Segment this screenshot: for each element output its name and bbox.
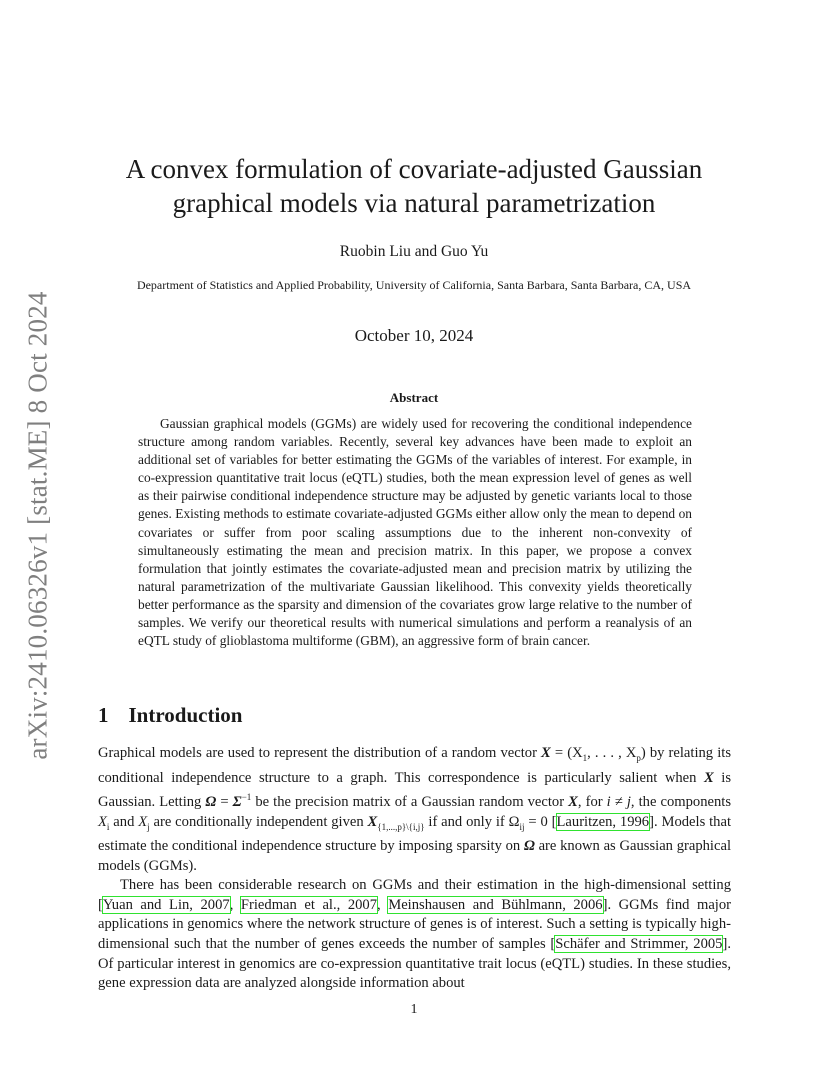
citation-link[interactable]: Meinshausen and Bühlmann, 2006 bbox=[388, 896, 603, 913]
paper-title: A convex formulation of covariate-adjusted Gaussian graphical models via natural parametrization bbox=[125, 154, 703, 218]
citation-link[interactable]: Lauritzen, 1996 bbox=[556, 813, 650, 830]
arxiv-identifier: arXiv:2410.06326v1 [stat.ME] 8 Oct 2024 bbox=[22, 290, 53, 760]
section-title: Introduction bbox=[128, 703, 243, 727]
page-number: 1 bbox=[410, 1002, 418, 1017]
paragraph: There has been considerable research on GGMs and their estimation in the high-dimensional setting [Yuan and Lin, 2007, Friedman et al., 2007, Meinshausen and Bühlmann, 2006]. GGMs find major applications in genomics where the network structure of genes is of interest. Such a setting is typically high-dimensional such that the number of genes exceeds the number of samples [Schäfer and Strimmer, 2005]. Of particular interest in genomics are co-expression quantitative trait locus (eQTL) studies. In these studies, gene expression data are analyzed alongside information about bbox=[98, 877, 732, 992]
section-number: 1 bbox=[98, 703, 109, 727]
abstract-heading: Abstract bbox=[389, 390, 439, 405]
section-heading bbox=[98, 703, 242, 728]
date: October 10, 2024 bbox=[354, 326, 474, 345]
introduction-body bbox=[98, 744, 731, 994]
arxiv-stamp bbox=[13, 290, 63, 760]
citation-link[interactable]: Friedman et al., 2007 bbox=[240, 896, 378, 913]
authors: Ruobin Liu and Guo Yu bbox=[339, 243, 489, 260]
affiliation: Department of Statistics and Applied Probability, University of California, Santa Barbara, Santa Barbara, CA, USA bbox=[136, 278, 692, 292]
citation-link[interactable]: Yuan and Lin, 2007 bbox=[102, 896, 230, 913]
abstract-text: Gaussian graphical models (GGMs) are widely used for recovering the conditional independence structure among random variables. Recently, several key advances have been made to exploit an additional set of variables for better estimating the GGMs of the variables of interest. For example, in co-expression quantitative trait locus (eQTL) studies, both the mean expression level of genes as well as their pairwise conditional independence structure may be adjusted by genetic variants local to those genes. Existing methods to estimate covariate-adjusted GGMs either allow only the mean to depend on covariates or suffer from poor scaling assumptions due to the inherent non-convexity of simultaneously estimating the mean and precision matrix. In this paper, we propose a convex formulation that jointly estimates the covariate-adjusted mean and precision matrix by utilizing the natural parametrization of the multivariate Gaussian likelihood. This convexity yields theoretically better performance as the sparsity and dimension of the covariates grow large relative to the number of samples. We verify our theoretical results with numerical simulations and perform a reanalysis of an eQTL study of glioblastoma multiforme (GBM), an aggressive form of brain cancer. bbox=[138, 416, 692, 649]
paragraph: Graphical models are used to represent the distribution of a random vector $X = (X_1$, . . . , $X_p$) by relating its conditional independence structure to a graph. This correspondence is particularly salient when X is Gaussian. Letting $\Omega = \Sigma^{-1}$ be the precision matrix of a Gaussian random vector X, for i ≠ j, the components $X_i$ and $X_j$ are conditionally independent given $X_{\{1,...,p\}\backslash\{i,j\}}$ if and only if $\Omega_{ij} = 0$ [Lauritzen, 1996]. Models that estimate the conditional independence structure by imposing sparsity on Ω are known as Gaussian graphical models (GGMs). bbox=[98, 745, 732, 874]
citation-link[interactable]: Schäfer and Strimmer, 2005 bbox=[555, 936, 723, 953]
